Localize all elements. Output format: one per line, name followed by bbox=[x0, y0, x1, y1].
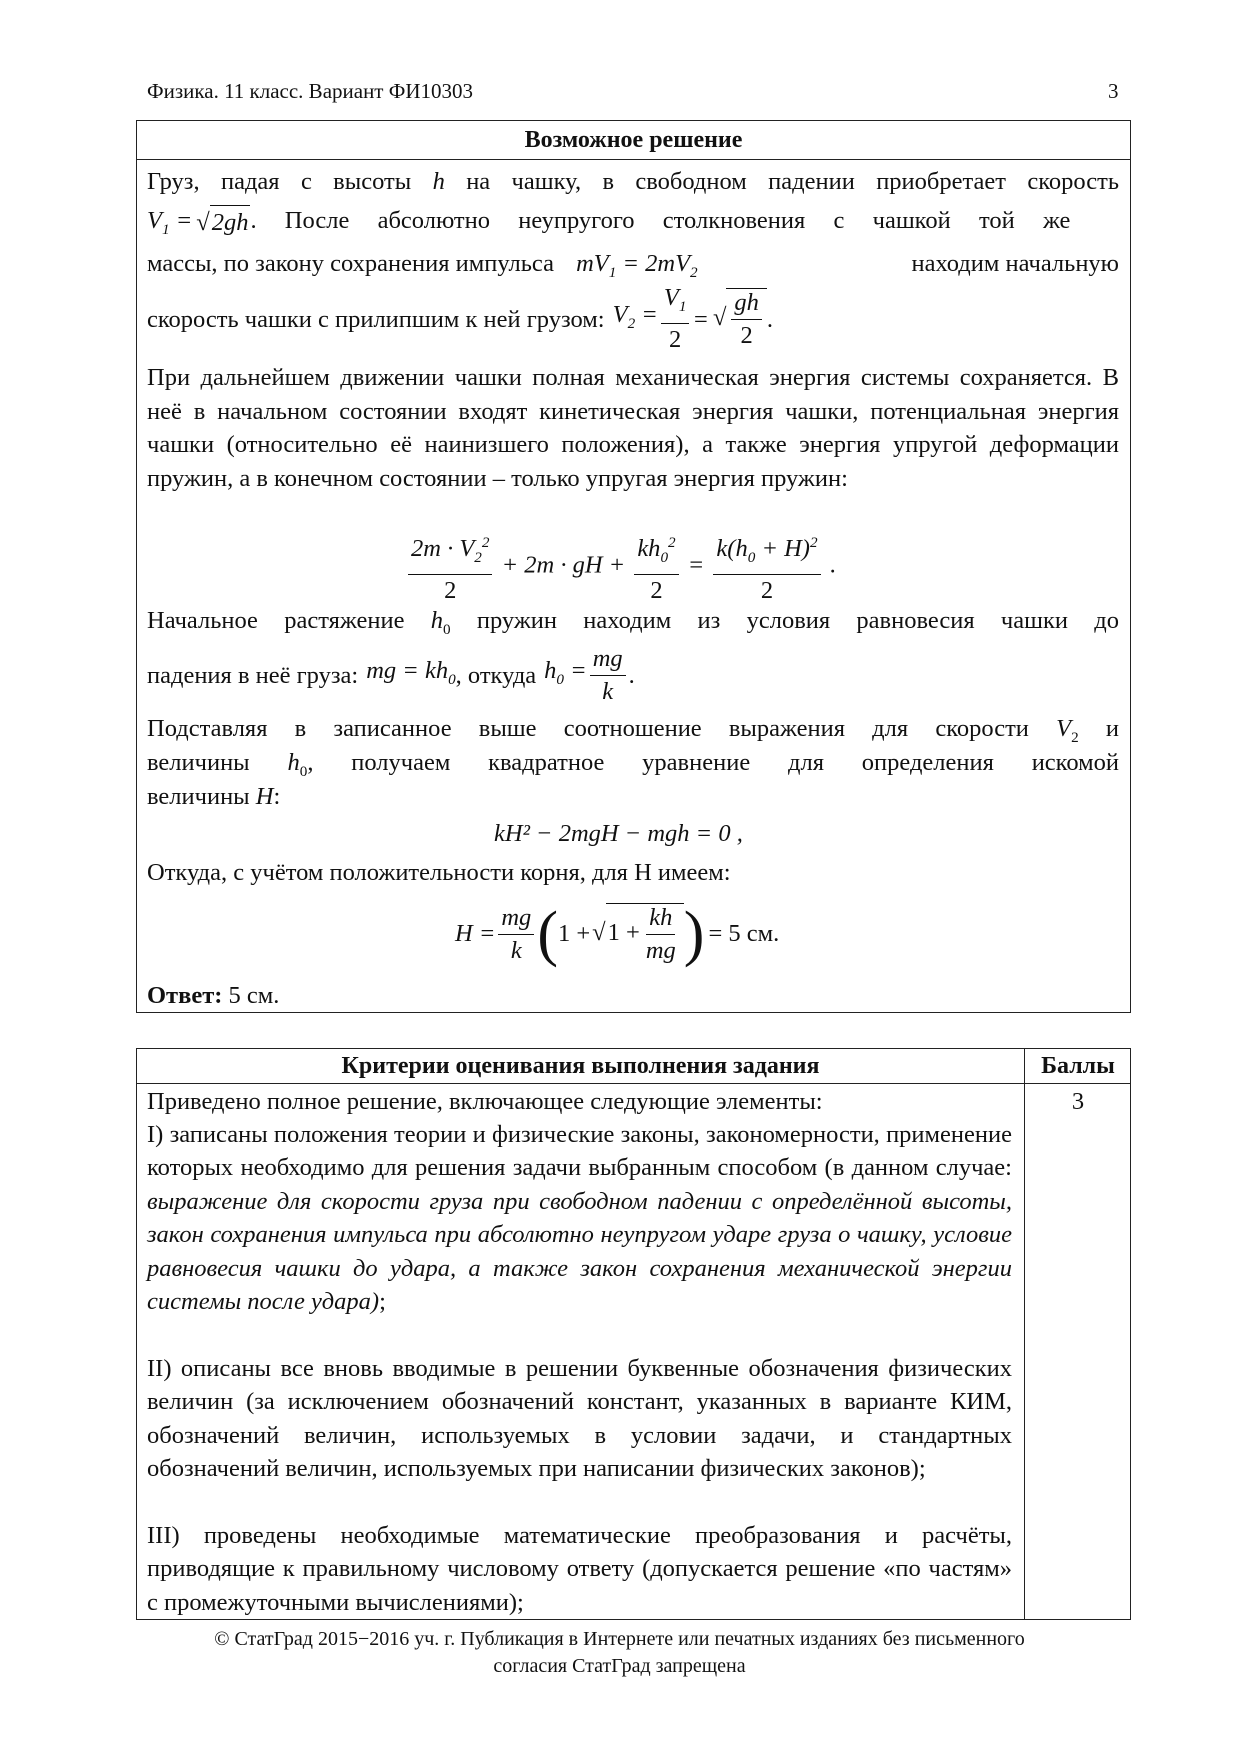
sqrt-gh-over-2: √ $\frac{gh}{2}$ bbox=[713, 288, 767, 350]
score-value: 3 bbox=[1071, 1088, 1085, 1115]
criteria-item-1: I) записаны положения теории и физические законы, закономерности, применение которых необходимо для решения задачи выбранным способом (в данном случае: выражение для скорости груза при свободном падении с определённой высоты, закон сохранения импульса при абсолютно неупругом ударе груза о чашку, условие равновесия чашки до удара, а также закон сохранения механической энергии системы после удара); bbox=[147, 1121, 1012, 1316]
solution-line-3: массы, по закону сохранения импульса $mV_1 = 2mV_2$ находим начальную bbox=[147, 250, 1119, 281]
page-number: 3 bbox=[1108, 79, 1119, 103]
solution-line-quadratic-intro: величины $h_0$, получаем квадратное уравнение для определения искомой bbox=[147, 749, 1119, 780]
momentum-equation: $mV_1 = 2mV_2$ bbox=[576, 250, 698, 281]
quadratic-equation: kH² − 2mgH − mgh = 0 , bbox=[494, 820, 743, 847]
solution-box bbox=[136, 120, 1131, 1013]
solution-line-root: Откуда, с учётом положительности корня, для H имеем: bbox=[147, 859, 731, 886]
criteria-intro: Приведено полное решение, включающее следующие элементы: bbox=[147, 1088, 823, 1115]
solution-paragraph-energy: При дальнейшем движении чашки полная механическая энергия системы сохраняется. В неё в начальном состоянии входят кинетическая энергия чашки, потенциальная энергия чашки (относительно её наинизшего положения), а также энергия упругой деформации пружин, а в конечном состоянии – только упругая энергия пружин: bbox=[147, 364, 1119, 492]
solution-title: Возможное решение bbox=[137, 121, 1130, 160]
solution-line-substitute: Подставляя в записанное выше соотношение выражения для скорости $V_2$ и bbox=[147, 715, 1120, 746]
fraction-v1-over-2: $\frac{V_1}{2}$ bbox=[661, 284, 690, 354]
table-column-divider bbox=[1024, 1049, 1025, 1619]
solution-line-1: Груз, падая с высоты h на чашку, в свободном падении приобретает скорость bbox=[147, 168, 1119, 195]
sqrt-2gh: √2gh bbox=[196, 205, 250, 239]
result-equation: H = $\frac{mg}{k}$ ( 1 + √1 + $\frac{kh}{mg}$ ) = 5 см. bbox=[455, 900, 780, 968]
solution-line-equilibrium: падения в неё груза: mg = $kh_0$ , откуда $h_0$ = $\frac{mg}{k}$ . bbox=[147, 644, 635, 705]
solution-line-2: $V_1 = √2gh$. После абсолютно неупругого столкновения с чашкой той же bbox=[147, 207, 1071, 238]
solution-line-quantity-h: величины H: bbox=[147, 783, 281, 810]
answer-line: Ответ: 5 см. bbox=[147, 982, 280, 1009]
criteria-column-header: Критерии оценивания выполнения задания bbox=[341, 1053, 820, 1079]
table-header-divider bbox=[137, 1083, 1130, 1084]
running-header: Физика. 11 класс. Вариант ФИ10303 bbox=[147, 79, 473, 103]
criteria-item-3: III) проведены необходимые математические преобразования и расчёты, приводящие к правильному числовому ответу (допускается решение «по частям» с промежуточными вычислениями); bbox=[147, 1522, 1012, 1616]
copyright-footer: © СтатГрад 2015−2016 уч. г. Публикация в Интернете или печатных изданиях без письменного согласия СтатГрад запрещена bbox=[214, 1628, 1025, 1677]
solution-line-4: скорость чашки с прилипшим к ней грузом: $V_2$ = $\frac{V_1}{2}$ = √ $\frac{gh}{2}$ . bbox=[147, 284, 774, 353]
points-column-header: Баллы bbox=[1041, 1053, 1115, 1079]
solution-line-h0: Начальное растяжение $h_0$ пружин находим из условия равновесия чашки до bbox=[147, 607, 1120, 638]
energy-conservation-equation: $\frac{2m \cdot V_2^2}{2}$ + 2m · gH + $\frac{kh_0^2}{2}$ = $\frac{k(h_0 + H)^2}{2}$ . bbox=[405, 529, 836, 605]
criteria-item-2: II) описаны все вновь вводимые в решении буквенные обозначения физических величин (за исключением обозначений констант, указанных в варианте КИМ, обозначений величин, используемых в условии задачи, и стандартных обозначений величин, используемых при написании физических законов); bbox=[147, 1355, 1012, 1483]
criteria-table bbox=[136, 1048, 1131, 1620]
